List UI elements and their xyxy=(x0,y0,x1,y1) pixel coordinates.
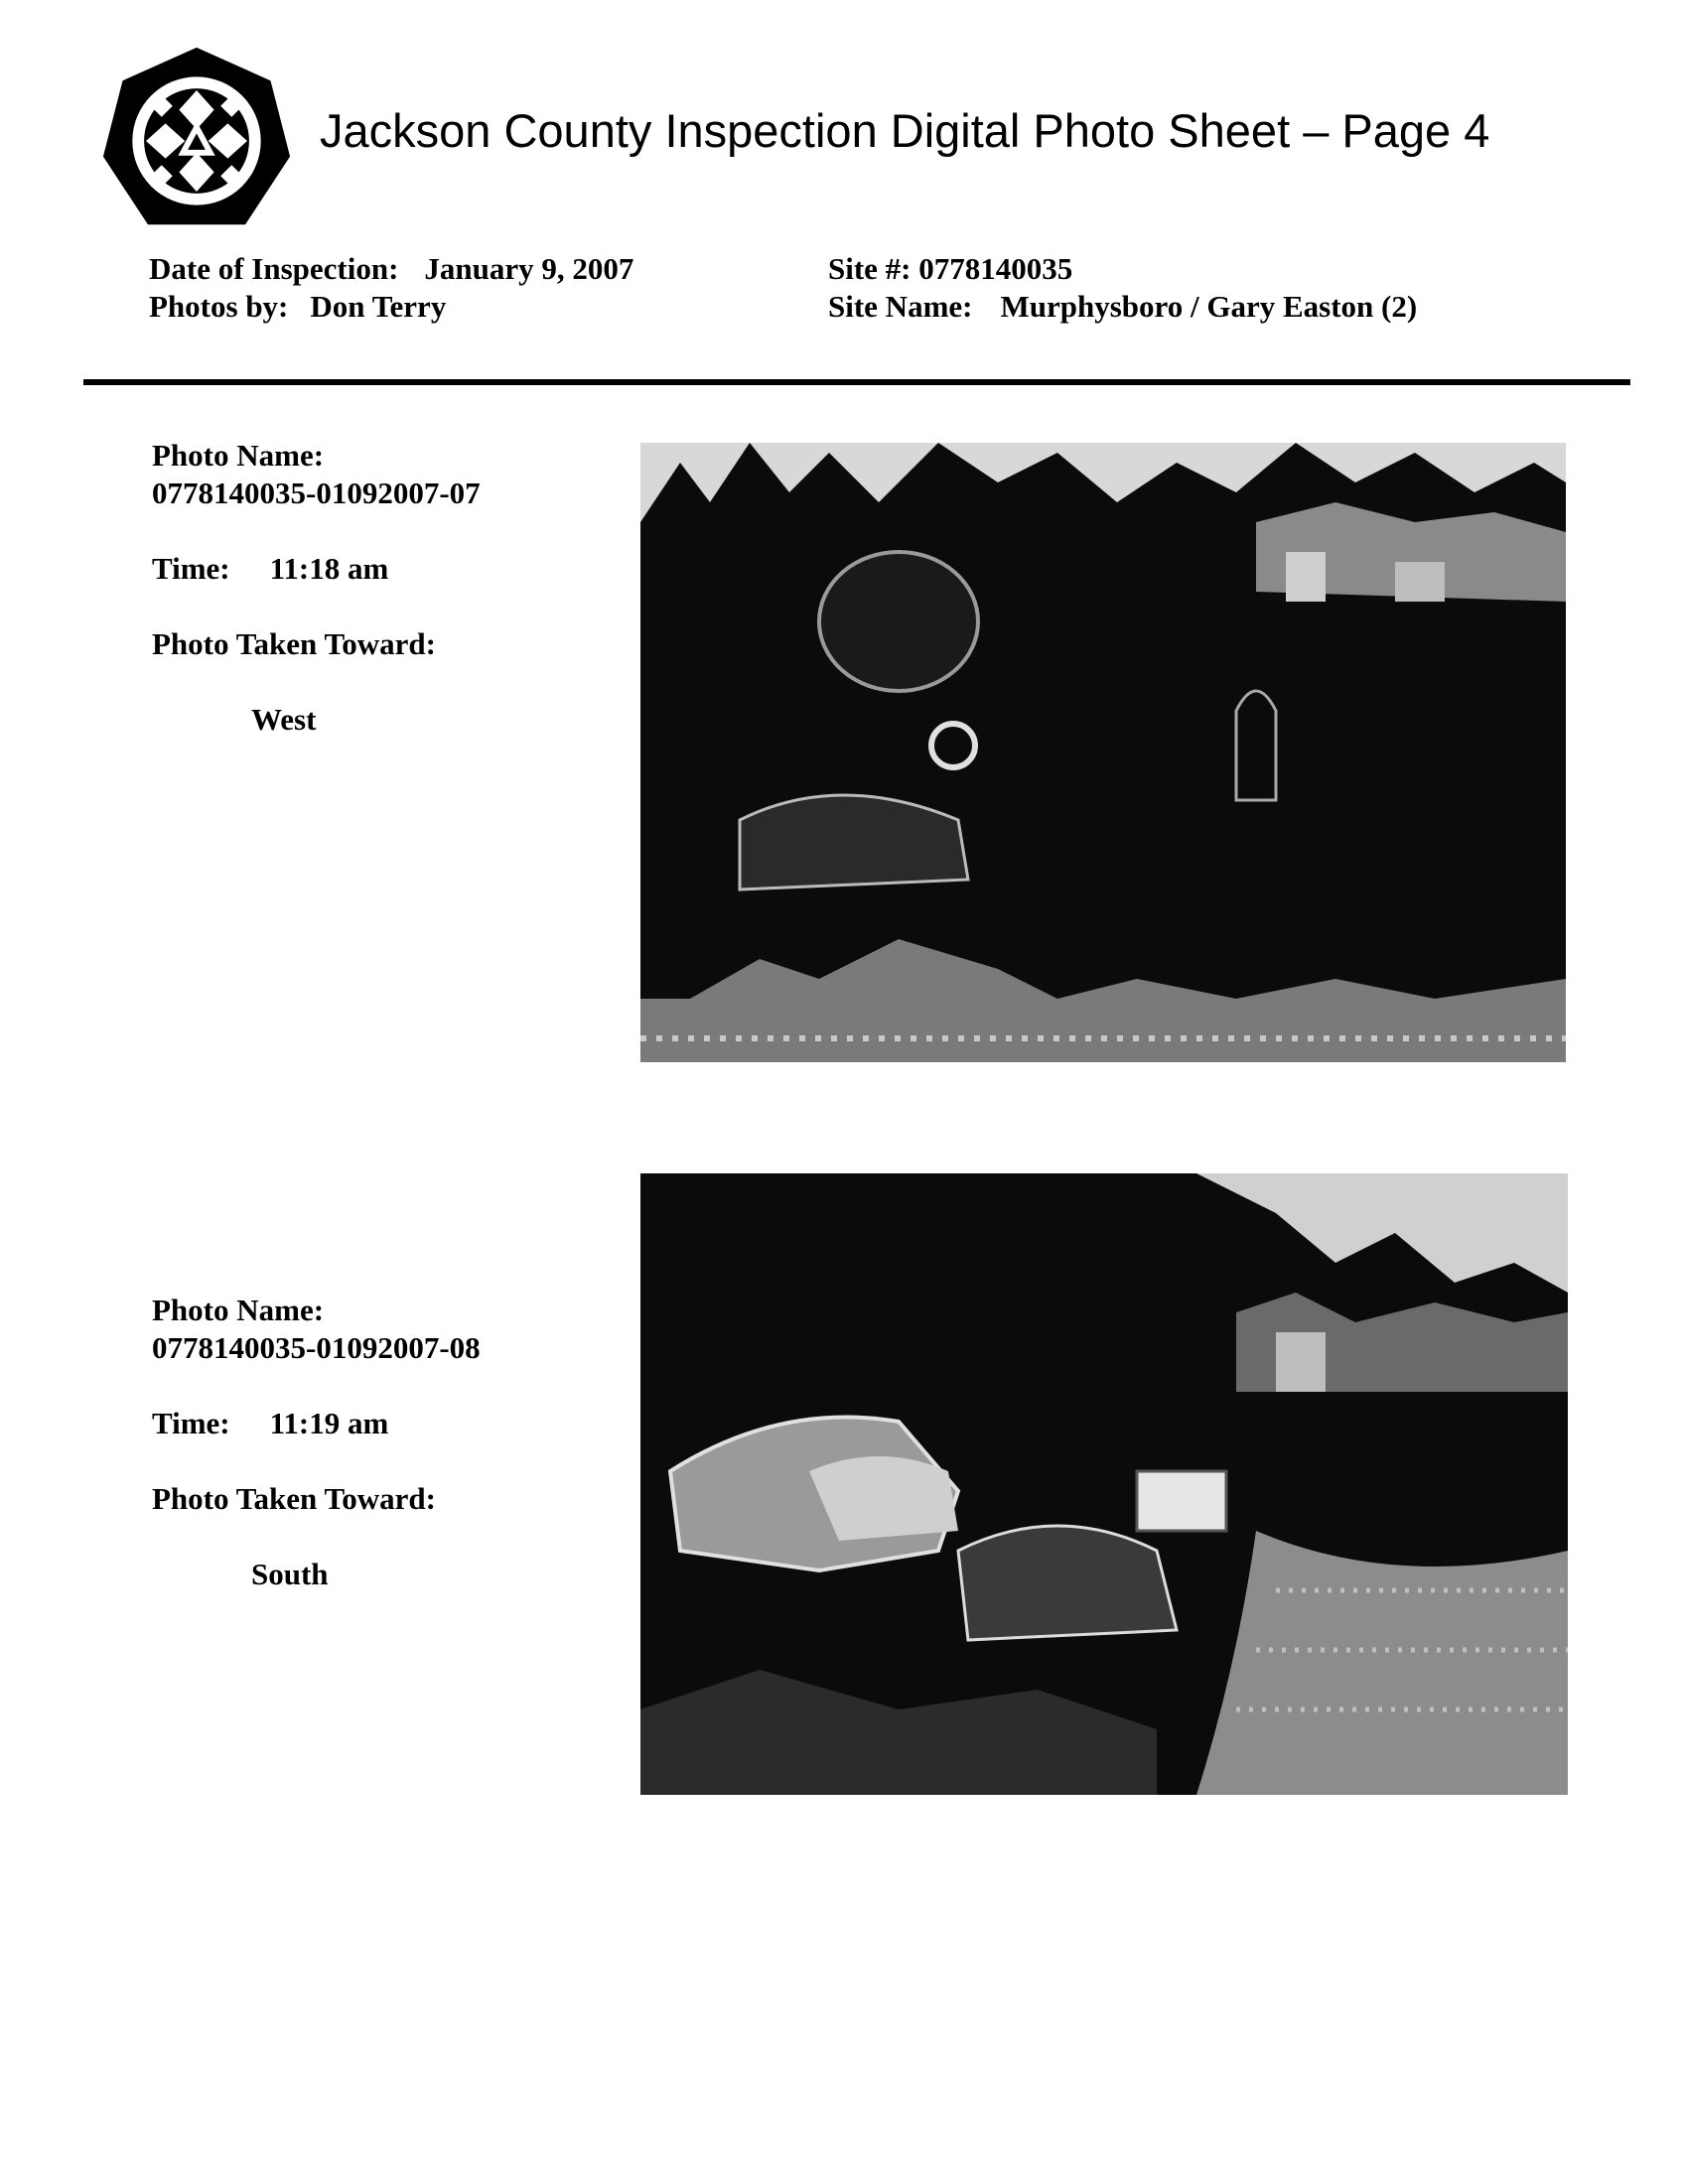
site-name-row xyxy=(828,288,1417,326)
county-seal-icon xyxy=(99,44,294,238)
photo-time-value: 11:18 am xyxy=(269,551,389,586)
photo-time-row xyxy=(152,1405,481,1442)
header-divider xyxy=(83,379,1630,385)
photo-time-value: 11:19 am xyxy=(269,1406,389,1440)
inspection-photo-1 xyxy=(640,443,1566,1062)
inspection-meta-right xyxy=(828,250,1417,326)
site-number-row xyxy=(828,250,1417,288)
photo-info-1 xyxy=(152,437,481,739)
photos-by-label: Photos by: xyxy=(149,289,289,324)
photo-info-2 xyxy=(152,1292,481,1593)
photo-direction-label: Photo Taken Toward: xyxy=(152,1481,436,1516)
photo-time-label: Time: xyxy=(152,1406,230,1440)
site-number-label: Site #: xyxy=(828,251,912,286)
inspection-photo-2 xyxy=(640,1173,1568,1795)
inspection-meta-left xyxy=(149,250,633,326)
photo-time-row xyxy=(152,550,481,588)
county-seal-logo xyxy=(99,44,294,238)
site-name-value: Murphysboro / Gary Easton (2) xyxy=(1000,289,1418,324)
photo-direction-value: West xyxy=(251,702,317,737)
inspection-date-value: January 9, 2007 xyxy=(424,251,634,286)
photo-direction-label: Photo Taken Toward: xyxy=(152,626,436,661)
photo-name-value: 0778140035-01092007-07 xyxy=(152,476,481,510)
photos-by-row xyxy=(149,288,633,326)
photo-time-label: Time: xyxy=(152,551,230,586)
site-number-value: 0778140035 xyxy=(918,251,1073,286)
site-name-label: Site Name: xyxy=(828,289,973,324)
photo-name-label: Photo Name: xyxy=(152,438,325,473)
photo-direction-value: South xyxy=(251,1557,329,1591)
photos-by-value: Don Terry xyxy=(310,289,447,324)
page-title: Jackson County Inspection Digital Photo Sheet – Page 4 xyxy=(320,104,1490,157)
photo-name-value: 0778140035-01092007-08 xyxy=(152,1330,481,1365)
photo-name-label: Photo Name: xyxy=(152,1293,325,1327)
inspection-date-row xyxy=(149,250,633,288)
inspection-date-label: Date of Inspection: xyxy=(149,251,399,286)
